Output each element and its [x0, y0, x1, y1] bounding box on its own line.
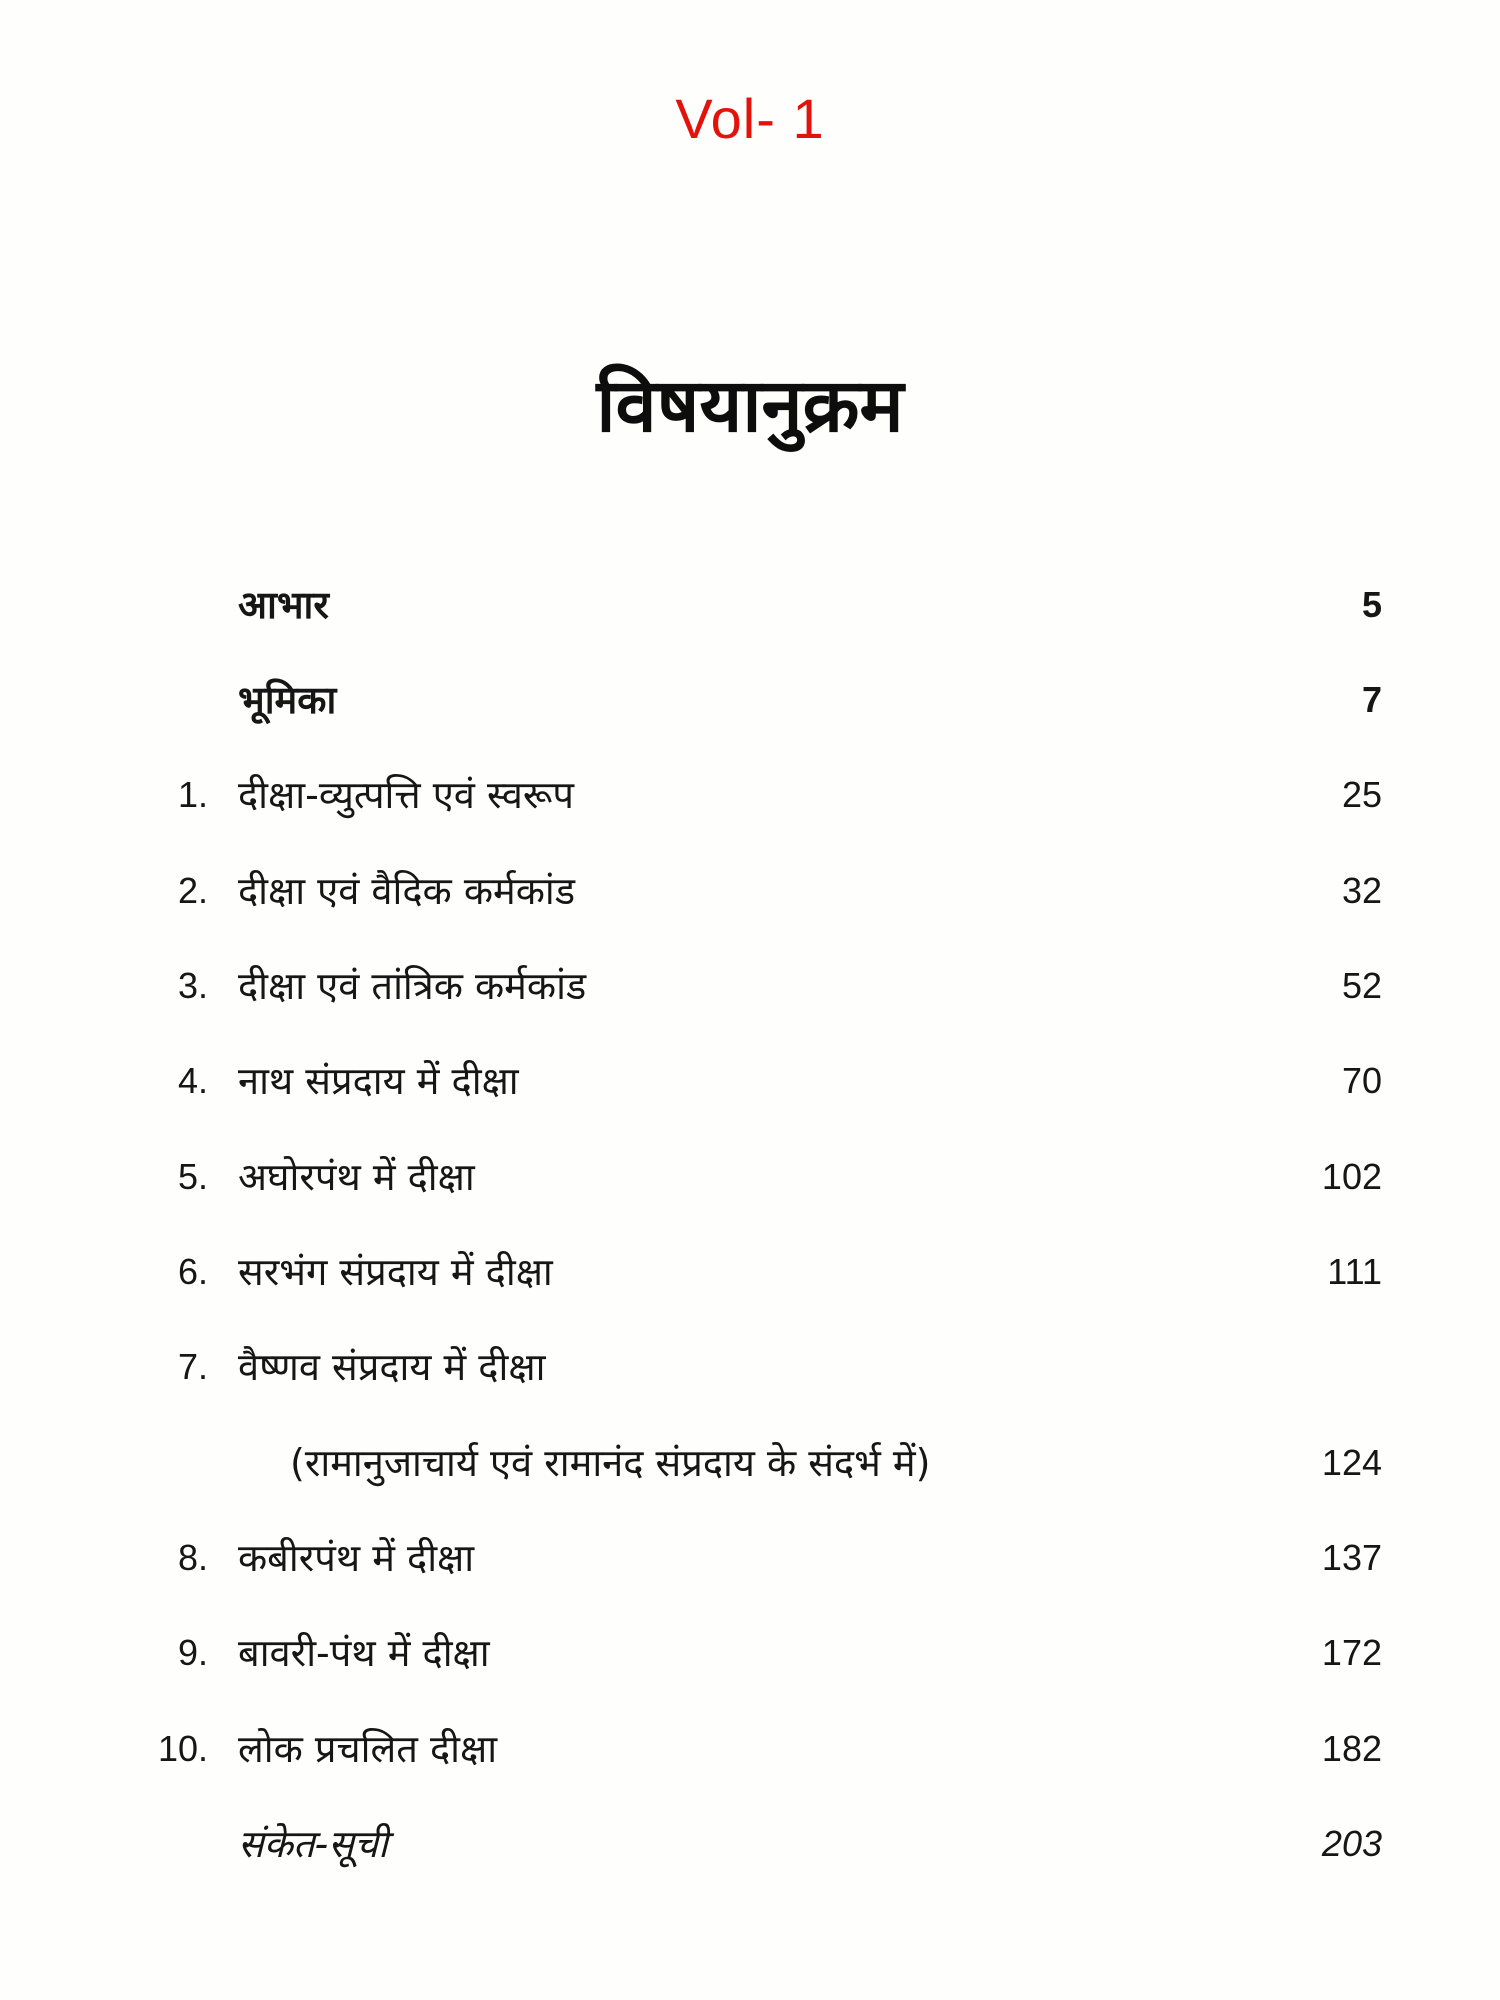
toc-row-chapter-10	[0, 1714, 1500, 1784]
toc-row-label: (रामानुजाचार्य एवं रामानंद संप्रदाय के संदर्भ में)	[290, 1441, 931, 1485]
toc-row-chapter-1	[0, 760, 1500, 830]
toc-row-label: संकेत-सूची	[238, 1822, 388, 1866]
toc-row-number: 9.	[177, 1632, 208, 1673]
toc-row-number: 2.	[177, 870, 208, 911]
toc-row-label: कबीरपंथ में दीक्षा	[238, 1536, 475, 1580]
toc-row-number: 7.	[177, 1346, 208, 1387]
toc-row-chapter-8	[0, 1523, 1500, 1593]
toc-row-page: 172	[1321, 1632, 1382, 1673]
toc-row-chapter-4	[0, 1046, 1500, 1116]
toc-row-page: 32	[1341, 870, 1382, 911]
toc-row-chapter-3	[0, 951, 1500, 1021]
toc-row-label: नाथ संप्रदाय में दीक्षा	[238, 1059, 519, 1103]
toc-row-label: भूमिका	[238, 678, 337, 722]
toc-row-chapter-2	[0, 856, 1500, 926]
toc-row-number: 3.	[177, 965, 208, 1006]
toc-row-page: 7	[1361, 679, 1382, 720]
toc-row-chapter-5	[0, 1142, 1500, 1212]
toc-row-label: दीक्षा एवं वैदिक कर्मकांड	[238, 869, 576, 913]
toc-row-page: 52	[1341, 965, 1382, 1006]
toc-row-label: लोक प्रचलित दीक्षा	[238, 1727, 498, 1771]
toc-row-number: 5.	[177, 1156, 208, 1197]
toc-row-number: 8.	[177, 1537, 208, 1578]
toc-row-page: 5	[1361, 584, 1382, 625]
toc-row-label: वैष्णव संप्रदाय में दीक्षा	[238, 1345, 546, 1389]
toc-row-chapter-7-subtitle	[0, 1428, 1500, 1498]
toc-row-label: दीक्षा-व्युत्पत्ति एवं स्वरूप	[238, 773, 574, 817]
volume-label: Vol- 1	[675, 87, 825, 150]
toc-row-number: 4.	[177, 1060, 208, 1101]
toc-row-acknowledgement	[0, 570, 1500, 640]
toc-row-label: बावरी-पंथ में दीक्षा	[238, 1631, 490, 1675]
toc-row-introduction	[0, 665, 1500, 735]
toc-row-page: 137	[1321, 1537, 1382, 1578]
toc-row-page: 25	[1341, 774, 1382, 815]
toc-row-label: दीक्षा एवं तांत्रिक कर्मकांड	[238, 964, 587, 1008]
toc-row-chapter-7	[0, 1332, 1500, 1402]
toc-row-abbreviations	[0, 1809, 1500, 1879]
toc-row-chapter-6	[0, 1237, 1500, 1307]
toc-row-page: 182	[1321, 1728, 1382, 1769]
toc-row-page: 203	[1321, 1823, 1382, 1864]
toc-row-label: अघोरपंथ में दीक्षा	[238, 1155, 475, 1199]
toc-row-number: 10.	[157, 1728, 208, 1769]
page-title: विषयानुक्रम	[596, 363, 904, 449]
toc-row-page: 124	[1321, 1442, 1382, 1483]
toc-row-chapter-9	[0, 1618, 1500, 1688]
toc-row-number: 6.	[177, 1251, 208, 1292]
toc-row-page: 102	[1321, 1156, 1382, 1197]
toc-row-label: सरभंग संप्रदाय में दीक्षा	[238, 1250, 553, 1294]
toc-row-number: 1.	[177, 774, 208, 815]
toc-row-page: 70	[1341, 1060, 1382, 1101]
toc-row-page: 111	[1327, 1251, 1382, 1292]
toc-row-label: आभार	[238, 583, 329, 627]
